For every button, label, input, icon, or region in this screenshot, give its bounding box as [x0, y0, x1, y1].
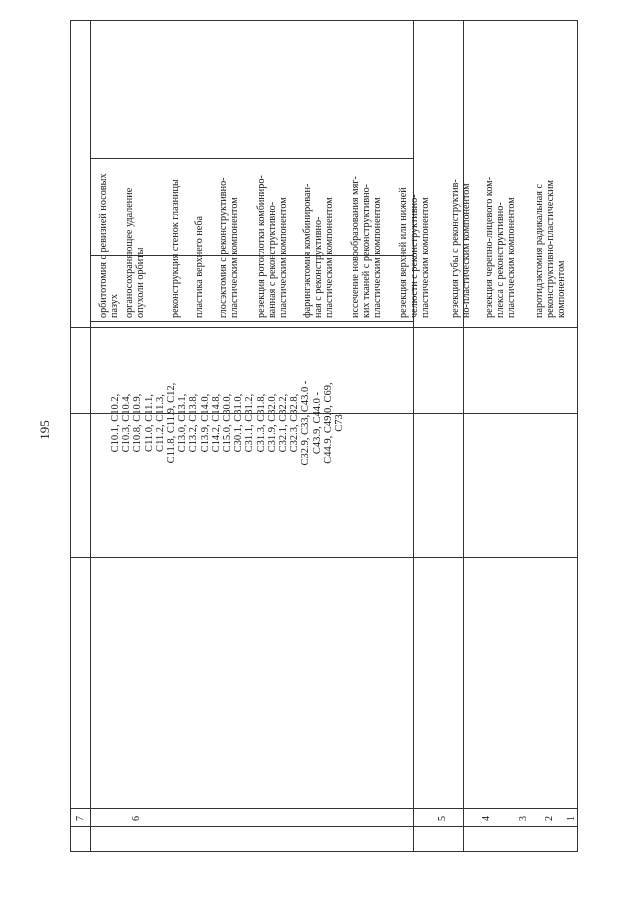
procedure-item [398, 187, 432, 318]
procedure-item [218, 177, 240, 318]
code-line: C43.9, C44.0 - [311, 391, 323, 455]
procedure-line: резекция губы с реконструктив- [450, 179, 461, 318]
procedure-line: реконструкция стенок глазницы [170, 179, 181, 318]
procedure-line: ная с реконструктивно- [313, 216, 325, 318]
procedure-line: паротидэктомия радикальная с [534, 183, 545, 318]
column-header-5: 5 [437, 816, 448, 821]
code-line: C32.9, C33, C43.0 - [300, 380, 312, 466]
procedure-line: органосохраняющее удаление [124, 187, 135, 318]
code-line: C15.0, C30.0, [222, 393, 234, 453]
code-line: C30.1, C31.0, [233, 393, 245, 453]
column-divider [90, 21, 91, 851]
procedure-item [256, 175, 290, 318]
code-line: C31.9, C32.0, [266, 393, 278, 453]
code-line: C10.8, C10.9, [132, 393, 144, 453]
code-line: C13.9, C14.0, [199, 393, 211, 453]
procedure-line: пазух [109, 294, 121, 318]
procedure-item [484, 177, 518, 318]
row-divider [71, 826, 577, 827]
column-header-1: 1 [566, 816, 577, 821]
code-line: C31.1, C31.2, [244, 393, 256, 453]
code-line: C14.2, C14.8, [210, 393, 222, 453]
procedure-line: орбитотомия с ревизией носовых [98, 173, 109, 318]
procedure-line: челюсти с реконструктивно- [409, 194, 421, 318]
procedure-line: плекса с реконструктивно- [495, 202, 507, 318]
column-header-3: 3 [518, 816, 529, 821]
procedure-line: резекция ротоглотки комбиниро- [256, 175, 267, 318]
procedure-item [534, 180, 568, 318]
procedure-line: ких тканей с реконструктивно- [361, 183, 373, 318]
code-line: C11.8, C11.9, C12, [166, 382, 178, 464]
procedure-item [350, 176, 384, 318]
sub-row-divider [90, 158, 413, 159]
code-line: C10.1, C10.2, [110, 393, 121, 453]
code-line: C31.3, C31.8, [255, 393, 267, 453]
procedure-line: реконструктивно-пластическим [545, 180, 557, 318]
procedure-item [170, 179, 181, 318]
code-line: C32.3, C32.8, [289, 393, 301, 453]
procedure-line: пластика верхнего неба [194, 215, 205, 318]
page-number: 195 [37, 420, 52, 440]
code-line: C73 [334, 414, 346, 432]
procedure-line: но-пластическим компонентом [461, 183, 473, 318]
code-line: C11.0, C11.1, [143, 394, 155, 452]
column-header-6: 6 [131, 816, 142, 821]
code-line: C11.2, C11.3, [154, 394, 166, 452]
procedure-item [450, 179, 472, 318]
procedure-line: компонентом [556, 260, 568, 318]
code-line: C10.3, C10.4, [121, 393, 133, 453]
procedure-line: глосэктомия с реконструктивно- [218, 177, 229, 318]
procedure-line: иссечение новообразования мяг- [350, 176, 361, 318]
code-line: C32.1, C32.2, [278, 393, 290, 453]
procedure-line: пластическим компонентом [278, 197, 290, 318]
procedure-line: пластическим компонентом [506, 197, 518, 318]
column-divider [463, 21, 464, 851]
column-divider [413, 21, 414, 851]
procedure-item [98, 173, 120, 318]
procedure-line: пластическим компонентом [420, 197, 432, 318]
code-line: C44.9, C49.0, C69, [322, 382, 334, 464]
procedure-item [302, 184, 336, 318]
procedure-line: пластическим компонентом [324, 197, 336, 318]
procedure-line: резекция верхней или нижней [398, 187, 409, 318]
code-line: C13.2, C13.8, [188, 393, 200, 453]
column-header-2: 2 [544, 816, 555, 821]
procedure-line: ванная с реконструктивно- [267, 201, 279, 318]
header-divider [71, 808, 577, 809]
procedure-item [124, 188, 146, 318]
column-header-4: 4 [481, 816, 492, 821]
code-line: C13.0, C13.1, [177, 393, 189, 453]
procedure-line: пластическим компонентом [229, 197, 241, 318]
procedure-line: пластическим компонентом [372, 197, 384, 318]
procedure-line: резекция черепно-лицевого ком- [484, 176, 495, 318]
procedure-line: опухоли орбиты [135, 247, 147, 318]
procedure-item [194, 216, 205, 318]
column-header-7: 7 [75, 816, 86, 821]
procedure-line: фарингэктомия комбинирован- [302, 183, 313, 318]
